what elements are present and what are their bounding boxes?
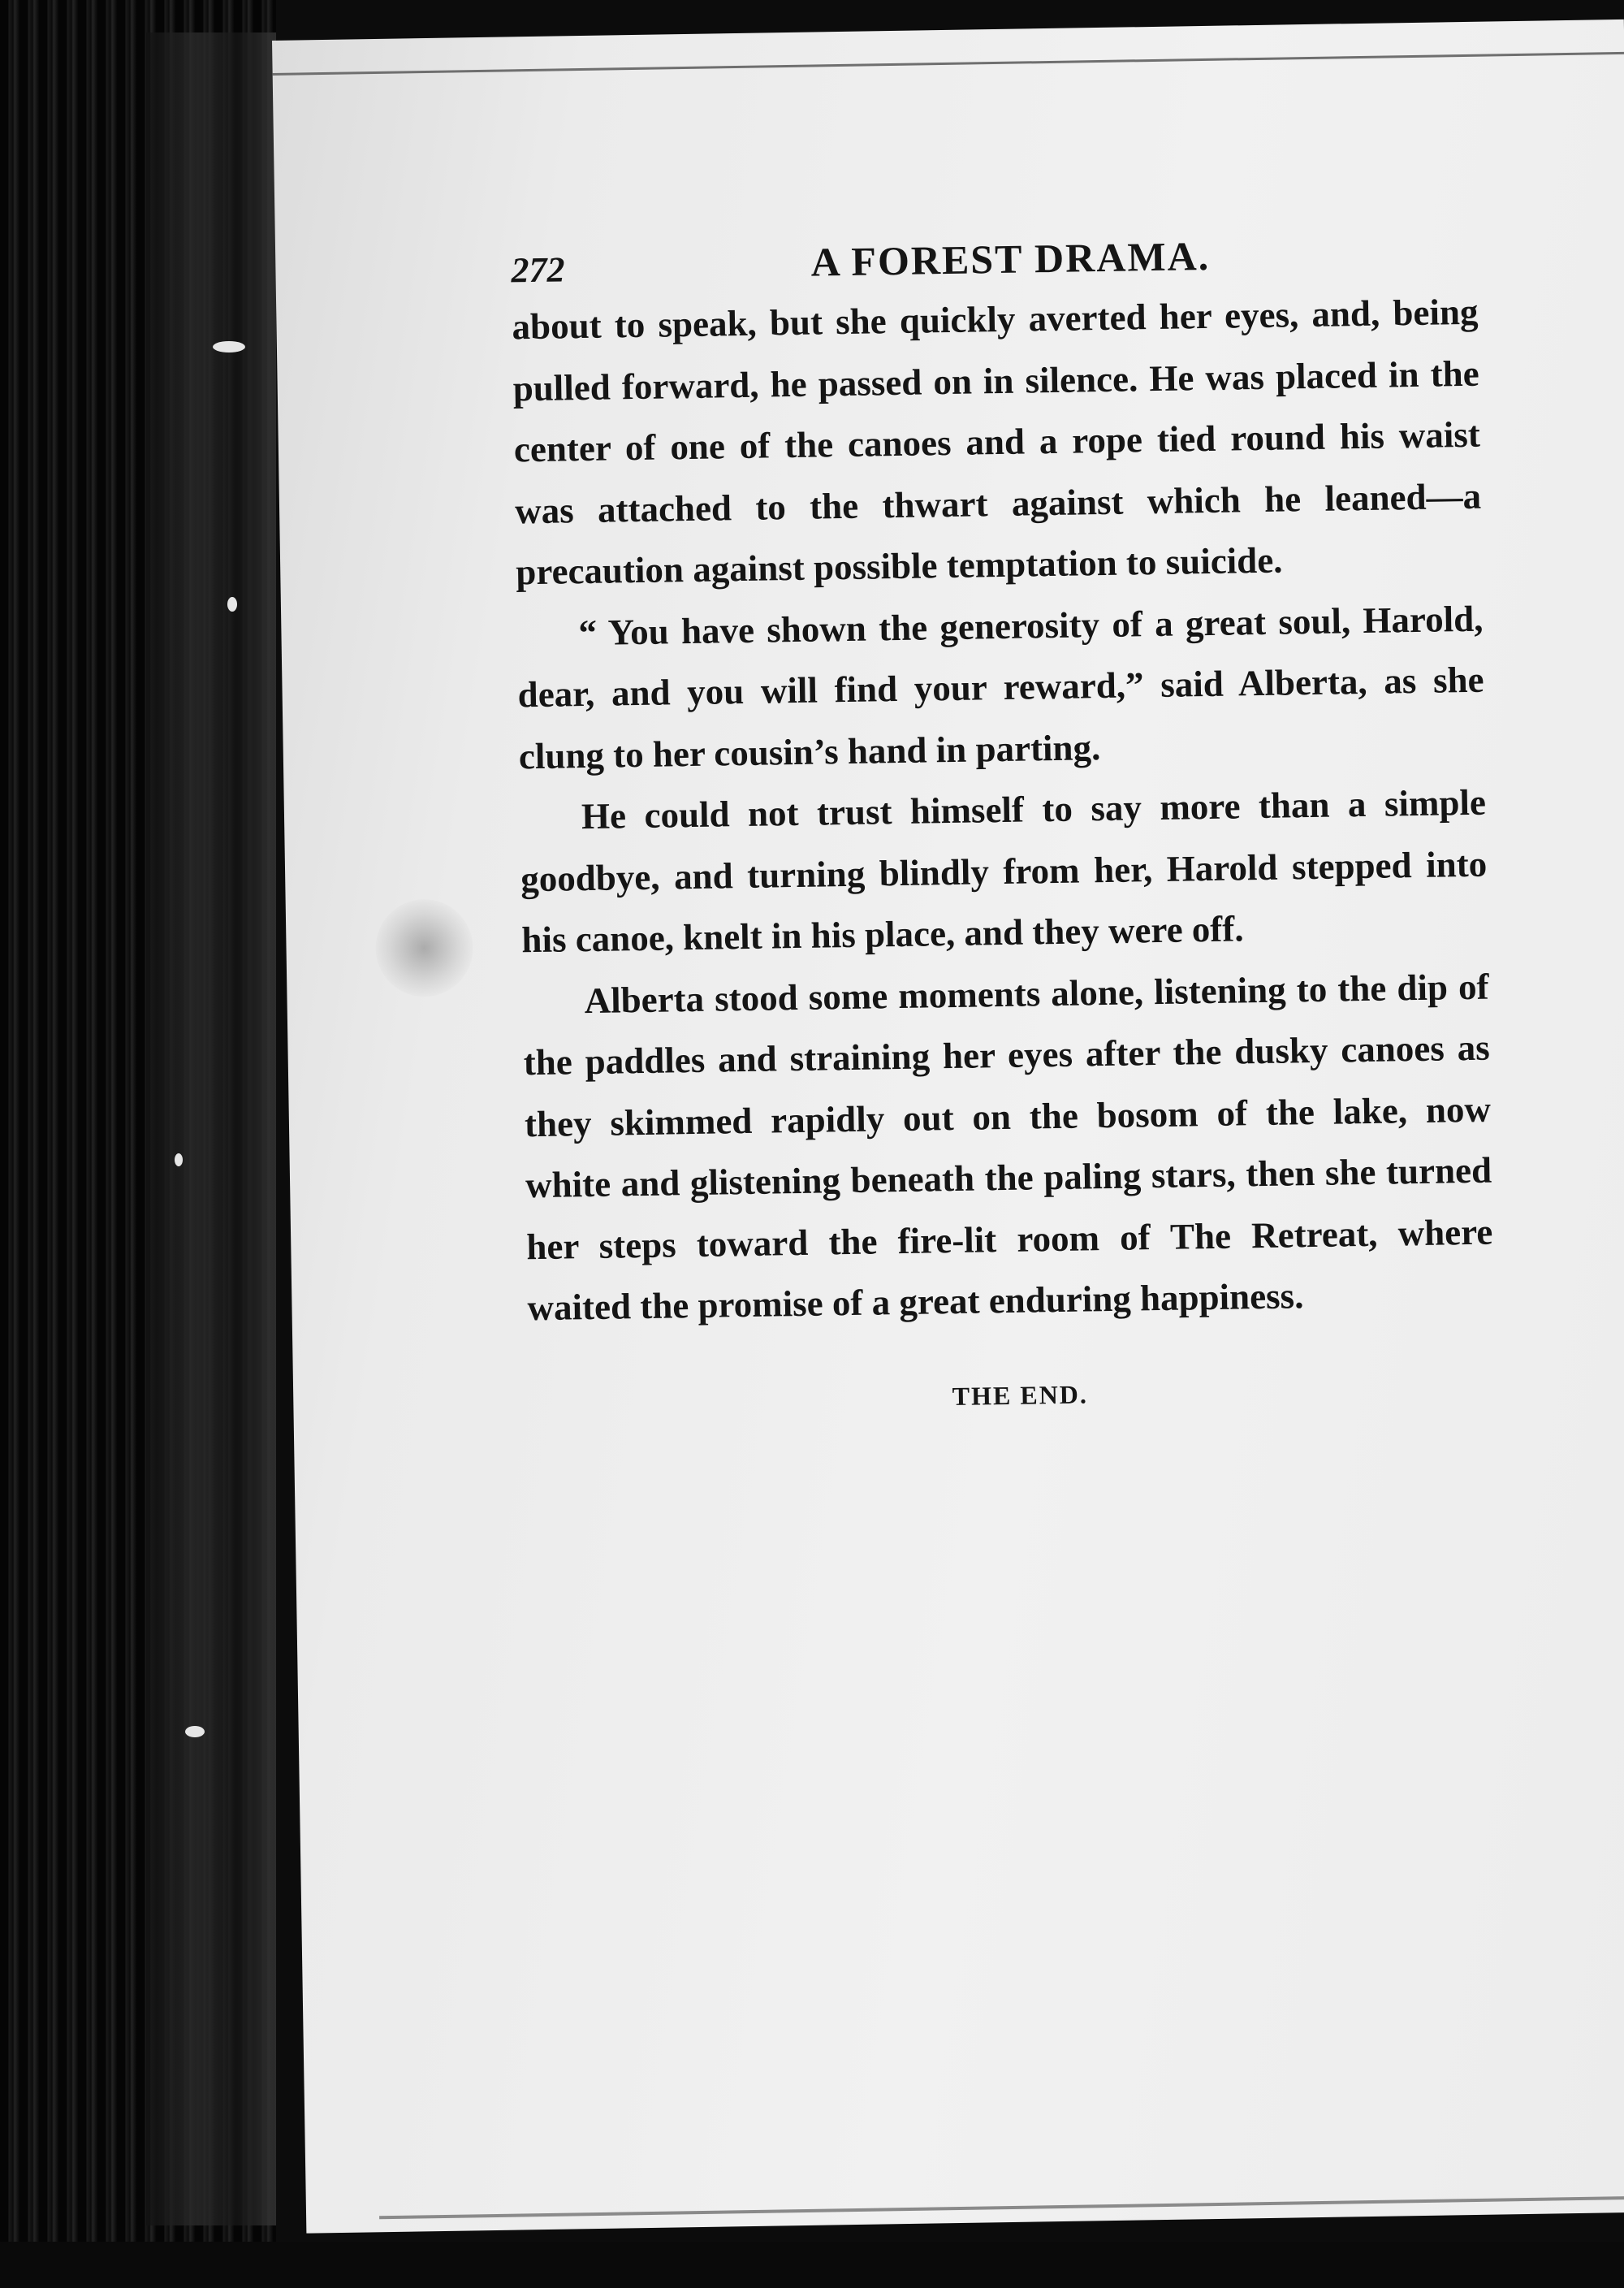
running-title: A FOREST DRAMA. xyxy=(810,232,1211,285)
book-spine-edge xyxy=(0,0,276,2288)
page-top-edge xyxy=(273,52,1624,76)
scan-bottom-shadow xyxy=(0,2242,1624,2288)
text-block xyxy=(510,192,1495,1418)
page-stack-edge xyxy=(146,32,276,2225)
spine-speck xyxy=(175,1153,183,1166)
spine-speck xyxy=(213,341,245,352)
spine-speck xyxy=(227,597,237,612)
running-head xyxy=(510,192,1478,297)
page-stain xyxy=(375,898,474,997)
spine-speck xyxy=(185,1726,205,1737)
book-page xyxy=(272,19,1624,2234)
page-bottom-edge xyxy=(379,2196,1624,2220)
paragraph-final: Alberta stood some moments alone, listening to the dip of the paddles and straining her eyes after the dusky canoes as they skimmed rapidly out on the bosom of the lake, now white and glistening beneath the paling stars, then she turned her steps toward the fire-lit room of The Retreat, where waited the promise of a great enduring happiness. xyxy=(523,966,1493,1329)
paragraph-dialogue: “ You have shown the generosity of a great soul, Harold, dear, and you will find your reward,” said Alberta, as she clung to her cousin’s hand in parting. xyxy=(517,598,1484,776)
paragraph-departure: He could not trust himself to say more than a simple goodbye, and turning blindly from her, Harold stepped into his canoe, knelt in his place, and they were off. xyxy=(520,781,1488,961)
paragraph-continued: about to speak, but she quickly averted her eyes, and, being pulled forward, he passed on in silence. He was placed in the center of one of the canoes and a rope tied round his waist was attached to the thwart against which he leaned—a precaution against possible temptation to suicide. xyxy=(512,291,1482,593)
the-end-marker: THE END. xyxy=(952,1378,1089,1411)
page-number: 272 xyxy=(511,249,565,291)
